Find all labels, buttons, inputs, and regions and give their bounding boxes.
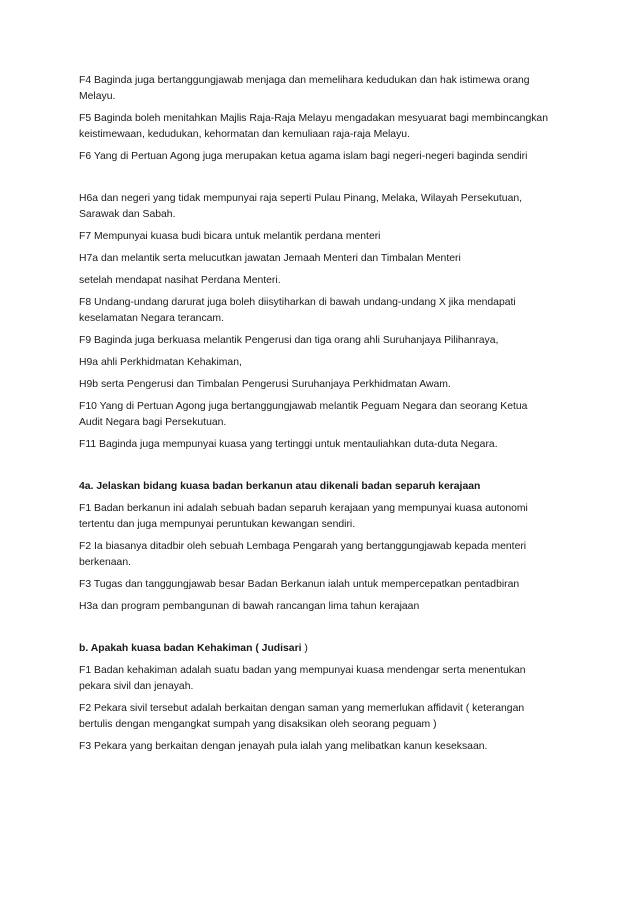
paragraph-h6a: H6a dan negeri yang tidak mempunyai raja seperti Pulau Pinang, Melaka, Wilayah Persekutuan, Sarawak dan Sabah. [79,193,523,220]
blank-line [79,171,569,191]
paragraph-4a-h3a: H3a dan program pembangunan di bawah rancangan lima tahun kerajaan [79,601,420,612]
section-heading-4a: 4a. Jelaskan bidang kuasa badan berkanun atau dikenali badan separuh kerajaan [79,481,481,492]
paragraph-h9b: H9b serta Pengerusi dan Timbalan Pengerusi Suruhanjaya Perkhidmatan Awam. [79,379,451,390]
blank-line [79,621,569,641]
paragraph-h7a-cont: setelah mendapat nasihat Perdana Menteri. [79,275,281,286]
paragraph-f4: F4 Baginda juga bertanggungjawab menjaga dan memelihara kedudukan dan hak istimewa orang Melayu. [79,75,530,102]
paragraph-b-f2: F2 Pekara sivil tersebut adalah berkaitan dengan saman yang memerlukan affidavit ( keterangan bertulis dengan mengangkat sumpah yang disaksikan oleh seorang peguam ) [79,703,525,730]
section-heading-b-bold: b. Apakah kuasa badan Kehakiman ( Judisari [79,643,302,654]
paragraph-f5: F5 Baginda boleh menitahkan Majlis Raja-Raja Melayu mengadakan mesyuarat bagi membincangkan keistimewaan, kedudukan, kehormatan dan kemuliaan raja-raja Melayu. [79,113,548,140]
paragraph-f10: F10 Yang di Pertuan Agong juga bertanggungjawab melantik Peguam Negara dan seorang Ketua Audit Negara bagi Persekutuan. [79,401,528,428]
paragraph-h9a: H9a ahli Perkhidmatan Kehakiman, [79,357,242,368]
paragraph-f8: F8 Undang-undang darurat juga boleh diisytiharkan di bawah undang-undang X jika mendapati keselamatan Negara terancam. [79,297,516,324]
section-heading-b [79,641,569,657]
paragraph-b-f1: F1 Badan kehakiman adalah suatu badan yang mempunyai kuasa mendengar serta menentukan pekara sivil dan jenayah. [79,665,526,692]
paragraph-f7: F7 Mempunyai kuasa budi bicara untuk melantik perdana menteri [79,231,381,242]
paragraph-4a-f1: F1 Badan berkanun ini adalah sebuah badan separuh kerajaan yang mempunyai kuasa autonomi tertentu dan juga mempunyai peruntukan kewangan sendiri. [79,503,528,530]
paragraph-4a-f2: F2 Ia biasanya ditadbir oleh sebuah Lembaga Pengarah yang bertanggungjawab kepada menteri berkenaan. [79,541,527,568]
paragraph-f9: F9 Baginda juga berkuasa melantik Pengerusi dan tiga orang ahli Suruhanjaya Pilihanraya, [79,335,499,346]
paragraph-f11: F11 Baginda juga mempunyai kuasa yang tertinggi untuk mentauliahkan duta-duta Negara. [79,439,498,450]
paragraph-b-f3: F3 Pekara yang berkaitan dengan jenayah pula ialah yang melibatkan kanun keseksaan. [79,741,488,752]
paragraph-4a-f3: F3 Tugas dan tanggungjawab besar Badan Berkanun ialah untuk mempercepatkan pentadbiran [79,579,520,590]
document-body [79,73,569,761]
paragraph-h7a: H7a dan melantik serta melucutkan jawatan Jemaah Menteri dan Timbalan Menteri [79,253,461,264]
section-heading-b-close: ) [301,643,308,654]
blank-line [79,459,569,479]
paragraph-f6: F6 Yang di Pertuan Agong juga merupakan ketua agama islam bagi negeri-negeri baginda sendiri [79,151,528,162]
